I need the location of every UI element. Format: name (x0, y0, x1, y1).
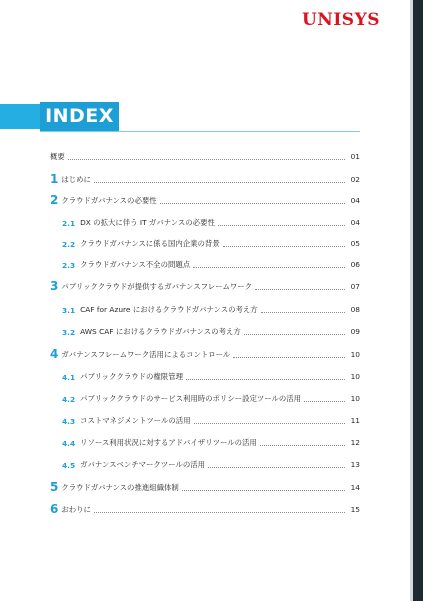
toc-page-number: 05 (350, 239, 360, 248)
toc-entry[interactable] (50, 323, 360, 337)
toc-page-number: 07 (350, 282, 360, 291)
toc-page-number: 02 (350, 175, 360, 184)
section-number: 2.3 (62, 261, 76, 270)
toc-entry-label: おわりに (61, 505, 91, 514)
background-edge (413, 0, 423, 601)
toc-entry-label: クラウドガバナンス不全の問題点 (80, 260, 191, 269)
dot-leader (94, 511, 345, 513)
toc-entry-label: パブリッククラウドの権限管理 (80, 372, 183, 381)
toc-page-number: 11 (350, 416, 360, 425)
toc-entry-label: クラウドガバナンスに係る国内企業の背景 (80, 239, 220, 248)
toc-page-number: 04 (350, 218, 360, 227)
toc-page-number: 06 (350, 260, 360, 269)
chapter-number: 2 (50, 193, 59, 207)
toc-page-number: 01 (350, 152, 360, 161)
toc-entry[interactable] (50, 412, 360, 426)
dot-leader (208, 466, 345, 468)
toc-entry[interactable] (50, 192, 360, 206)
dot-leader (233, 356, 345, 358)
toc-page-number: 10 (350, 350, 360, 359)
toc-entry[interactable] (50, 235, 360, 249)
chapter-number: 3 (50, 279, 59, 293)
toc-page-number: 10 (350, 372, 360, 381)
chapter-number: 4 (50, 347, 59, 361)
section-number: 4.4 (62, 439, 76, 448)
toc-entry-label: 概要 (50, 152, 65, 161)
chapter-number: 5 (50, 480, 59, 494)
toc-entry[interactable] (50, 434, 360, 448)
toc-entry[interactable] (50, 501, 360, 515)
toc-entry[interactable] (50, 148, 360, 162)
toc-page-number: 12 (350, 438, 360, 447)
dot-leader (260, 444, 345, 446)
dot-leader (255, 288, 345, 290)
chapter-number: 6 (50, 502, 59, 516)
toc-entry[interactable] (50, 479, 360, 493)
toc-entry-label: コストマネジメントツールの活用 (80, 416, 191, 425)
dot-leader (182, 489, 345, 491)
toc-entry[interactable] (50, 278, 360, 292)
toc-page-number: 10 (350, 394, 360, 403)
toc-entry-label: DX の拡大に伴う IT ガバナンスの必要性 (80, 218, 215, 227)
section-number: 3.1 (62, 306, 76, 315)
header-accent-bar (0, 104, 40, 129)
section-number: 4.2 (62, 395, 76, 404)
toc-entry-label: CAF for Azure におけるクラウドガバナンスの考え方 (80, 305, 258, 314)
toc-entry-label: ガバナンスベンチマークツールの活用 (80, 460, 205, 469)
dot-leader (194, 422, 345, 424)
section-number: 2.2 (62, 240, 76, 249)
dot-leader (160, 202, 345, 204)
toc-entry[interactable] (50, 456, 360, 470)
toc-entry-label: はじめに (61, 175, 91, 184)
section-number: 4.5 (62, 461, 76, 470)
toc-page-number: 04 (350, 196, 360, 205)
toc-entry-label: ガバナンスフレームワーク活用によるコントロール (61, 350, 231, 359)
dot-leader (68, 158, 345, 160)
toc-entry-label: AWS CAF におけるクラウドガバナンスの考え方 (80, 327, 241, 336)
toc-entry-label: クラウドガバナンスの推進組織体制 (61, 483, 179, 492)
toc-entry[interactable] (50, 256, 360, 270)
dot-leader (218, 224, 345, 226)
toc-entry[interactable] (50, 171, 360, 185)
toc-page-number: 14 (350, 483, 360, 492)
toc-entry-label: パブリッククラウドが提供するガバナンスフレームワーク (61, 282, 253, 291)
dot-leader (261, 311, 345, 313)
dot-leader (223, 245, 345, 247)
toc-entry-label: クラウドガバナンスの必要性 (61, 196, 157, 205)
section-number: 2.1 (62, 219, 76, 228)
dot-leader (244, 333, 345, 335)
toc-page-number: 13 (350, 460, 360, 469)
toc-entry-label: リソース利用状況に対するアドバイザリツールの活用 (80, 438, 257, 447)
toc-page-number: 09 (350, 327, 360, 336)
header-divider (40, 131, 360, 132)
toc-entry[interactable] (50, 214, 360, 228)
dot-leader (304, 400, 345, 402)
index-title: INDEX (40, 102, 119, 131)
dot-leader (193, 266, 345, 268)
toc-entry[interactable] (50, 368, 360, 382)
section-number: 4.1 (62, 373, 76, 382)
toc-entry[interactable] (50, 390, 360, 404)
dot-leader (94, 181, 345, 183)
toc-entry-label: パブリッククラウドのサービス利用時のポリシー設定ツールの活用 (80, 394, 302, 403)
section-number: 3.2 (62, 328, 76, 337)
section-number: 4.3 (62, 417, 76, 426)
dot-leader (186, 378, 345, 380)
toc-entry[interactable] (50, 301, 360, 315)
unisys-logo: UNISYS (301, 10, 380, 30)
chapter-number: 1 (50, 172, 59, 186)
toc-entry[interactable] (50, 346, 360, 360)
toc-page-number: 15 (350, 505, 360, 514)
toc-page-number: 08 (350, 305, 360, 314)
